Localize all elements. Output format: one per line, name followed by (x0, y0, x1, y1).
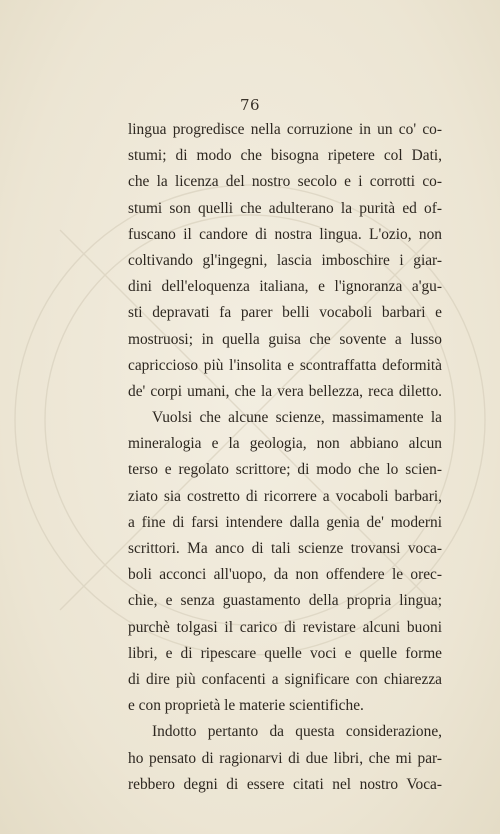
text-line: de' corpi umani, che la vera bellezza, reca diletto. (128, 382, 442, 400)
text-line: purchè tolgasi il carico di revistare alcuni buoni (128, 618, 442, 636)
text-line: sti depravati fa parer belli vocaboli barbari e (128, 304, 442, 322)
text-line: terso e regolato scrittore; di modo che lo scien- (128, 461, 442, 479)
page-number: 76 (239, 96, 261, 114)
text-line: lingua progredisce nella corruzione in un co' co- (128, 121, 442, 138)
text-line: stumi; di modo che bisogna ripetere col Dati, (128, 147, 442, 165)
text-line: di dire più confacenti a significare con chiarezza (128, 670, 442, 688)
text-line: ziato sia costretto di ricorrere a vocaboli barbari, (128, 487, 442, 505)
text-line: Vuolsi che alcune scienze, massimamente la (152, 409, 442, 427)
text-line: scrittori. Ma anco di tali scienze trovansi voca- (128, 540, 442, 557)
text-line: che la licenza del nostro secolo e i corrotti co- (128, 173, 442, 191)
text-line: mineralogia e la geologia, non abbiano alcun (128, 435, 442, 453)
text-line: ho pensato di ragionarvi di due libri, che mi par- (128, 749, 442, 767)
text-line: mostruosi; in quella guisa che sovente a lusso (128, 330, 442, 348)
text-line: a fine di farsi intendere dalla genia de' moderni (128, 513, 442, 531)
text-line: libri, e di ripescare quelle voci e quelle forme (128, 644, 442, 662)
text-line: capriccioso più l'insolita e scontraffatta deformità (128, 356, 442, 374)
text-line: e con proprietà le materie scientifiche. (128, 697, 364, 715)
text-line: Indotto pertanto da questa considerazione, (152, 723, 442, 741)
body-text (128, 117, 442, 798)
text-line: rebbero degni di essere citati nel nostro Voca- (128, 775, 442, 793)
text-line: stumi son quelli che adulterano la purità ed of- (128, 199, 442, 217)
text-line: dini dell'eloquenza italiana, e l'ignoranza a'gu- (128, 278, 442, 296)
text-line: boli acconci all'uopo, da non offendere le orec- (128, 566, 442, 584)
text-line: coltivando gl'ingegni, lascia imboschire i giar- (128, 251, 442, 269)
text-line: fuscano il candore di nostra lingua. L'ozio, non (128, 225, 442, 243)
text-line: chie, e senza guastamento della propria lingua; (128, 592, 442, 610)
